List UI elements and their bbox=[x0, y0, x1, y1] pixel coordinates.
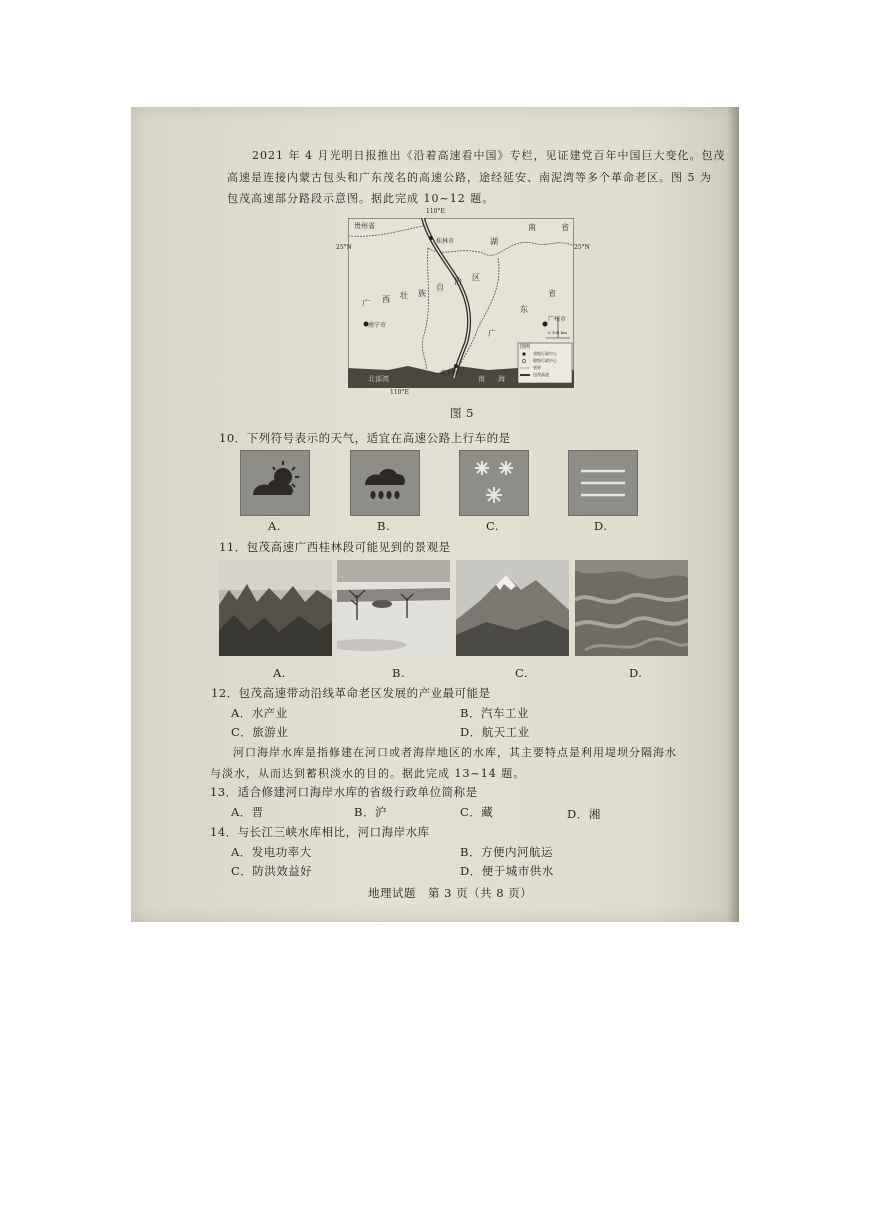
q13-option-a: A．晋 bbox=[231, 805, 264, 819]
map-scale-bar: 0 100 km bbox=[548, 330, 567, 335]
q10-option-b-label: B. bbox=[377, 519, 391, 533]
map-label-guilin: 桂林市 bbox=[436, 238, 455, 245]
map-label-guangxi-2: 西 bbox=[382, 295, 390, 304]
map-label-beibu-gulf: 北部湾 bbox=[368, 375, 389, 383]
q11-option-b-label: B. bbox=[392, 666, 406, 680]
map-bottom-lon-label: 110°E bbox=[390, 389, 409, 396]
intro-line-2: 高速是连接内蒙古包头和广东茂名的高速公路，途经延安、南泥湾等多个革命老区。图 5 为 bbox=[227, 171, 712, 184]
q10-option-a-label: A. bbox=[268, 519, 281, 533]
q11-option-d-label: D. bbox=[629, 666, 643, 680]
q11-stem: 11．包茂高速广西桂林段可能见到的景观是 bbox=[219, 540, 451, 554]
intro-line-3: 包茂高速部分路段示意图。据此完成 10~12 题。 bbox=[227, 192, 495, 205]
map-right-lat-label: 25°N bbox=[574, 244, 590, 251]
page-footer: 地理试题 第 3 页（共 8 页） bbox=[368, 886, 533, 900]
map-label-maoming: 茂名市 bbox=[440, 370, 459, 377]
q10-option-c-label: C. bbox=[486, 519, 500, 533]
map-label-guangzhou: 广州市 bbox=[548, 316, 567, 323]
map-label-guangdong-3: 省 bbox=[548, 289, 556, 298]
map-label-guizhou: 贵州省 bbox=[354, 222, 375, 230]
map-legend-title: 图例 bbox=[520, 344, 531, 350]
page-curl-shadow bbox=[727, 107, 739, 922]
map-label-guangxi-6: 治 bbox=[454, 277, 462, 286]
q11-option-a-label: A. bbox=[273, 666, 286, 680]
q10-stem: 10．下列符号表示的天气，适宜在高速公路上行车的是 bbox=[219, 431, 511, 445]
map-left-lat-label: 25°N bbox=[336, 244, 352, 251]
map-top-lon-label: 110°E bbox=[426, 208, 445, 215]
q11-option-c-label: C. bbox=[515, 666, 529, 680]
map-label-guangxi-1: 广 bbox=[362, 299, 370, 308]
q12-stem: 12．包茂高速带动沿线革命老区发展的产业最可能是 bbox=[211, 686, 491, 700]
q13-option-b: B．沪 bbox=[354, 805, 387, 819]
map-label-guangxi-3: 壮 bbox=[400, 291, 408, 300]
weather-option-c-snow-icon bbox=[459, 450, 529, 516]
map-label-nan: 南 bbox=[478, 375, 485, 383]
map-legend-item-2: 地级行政中心 bbox=[533, 358, 557, 363]
intro-line-1: 2021 年 4 月光明日报推出《沿着高速看中国》专栏，见证建党百年中国巨大变化。包茂 bbox=[252, 149, 726, 162]
map-label-hai: 海 bbox=[498, 375, 505, 383]
q14-stem: 14．与长江三峡水库相比，河口海岸水库 bbox=[210, 825, 430, 839]
q10-option-d-label: D. bbox=[594, 519, 608, 533]
q12-option-d: D．航天工业 bbox=[460, 725, 530, 739]
map-label-hunan-2: 南 bbox=[528, 223, 536, 232]
weather-option-a-sunny-cloudy-icon bbox=[240, 450, 310, 516]
figure-5-map bbox=[336, 208, 590, 396]
q13-option-c: C．藏 bbox=[460, 805, 494, 819]
q14-option-d: D．便于城市供水 bbox=[460, 864, 554, 878]
q13-stem: 13．适合修建河口海岸水库的省级行政单位简称是 bbox=[210, 785, 478, 799]
map-legend-item-4: 包茂高速 bbox=[533, 372, 549, 377]
q14-option-c: C．防洪效益好 bbox=[231, 864, 313, 878]
landscape-option-b-desert-image bbox=[337, 560, 450, 656]
map-label-hunan-1: 湖 bbox=[490, 237, 498, 246]
q12-option-a: A．水产业 bbox=[231, 706, 288, 720]
q13-option-d: D．湘 bbox=[567, 807, 601, 821]
weather-option-b-rain-icon bbox=[350, 450, 420, 516]
map-legend-item-1: 省级行政中心 bbox=[533, 351, 557, 356]
map-legend-item-3: 省界 bbox=[533, 365, 541, 370]
map-label-guangxi-5: 自 bbox=[436, 283, 444, 292]
map-label-hunan-3: 省 bbox=[561, 223, 569, 232]
map-label-guangdong-1: 广 bbox=[488, 329, 496, 338]
figure-caption: 图 5 bbox=[450, 406, 474, 420]
intro2-line-2: 与淡水，从而达到蓄积淡水的目的。据此完成 13~14 题。 bbox=[210, 767, 526, 780]
q14-option-a: A．发电功率大 bbox=[231, 845, 312, 859]
q12-option-c: C．旅游业 bbox=[231, 725, 289, 739]
landscape-option-c-snow-mountain-image bbox=[456, 560, 569, 656]
q12-option-b: B．汽车工业 bbox=[460, 706, 529, 720]
map-label-nanning: 南宁市 bbox=[368, 322, 387, 329]
q14-option-b: B．方便内河航运 bbox=[460, 845, 553, 859]
intro2-line-1: 河口海岸水库是指修建在河口或者海岸地区的水库，其主要特点是利用堤坝分隔海水 bbox=[233, 746, 677, 759]
landscape-option-a-karst-image bbox=[219, 560, 332, 656]
landscape-option-d-loess-plateau-image bbox=[575, 560, 688, 656]
map-label-guangdong-2: 东 bbox=[520, 305, 528, 314]
weather-option-d-fog-icon bbox=[568, 450, 638, 516]
map-label-guangxi-4: 族 bbox=[418, 289, 426, 298]
map-label-guangxi-7: 区 bbox=[472, 273, 480, 282]
